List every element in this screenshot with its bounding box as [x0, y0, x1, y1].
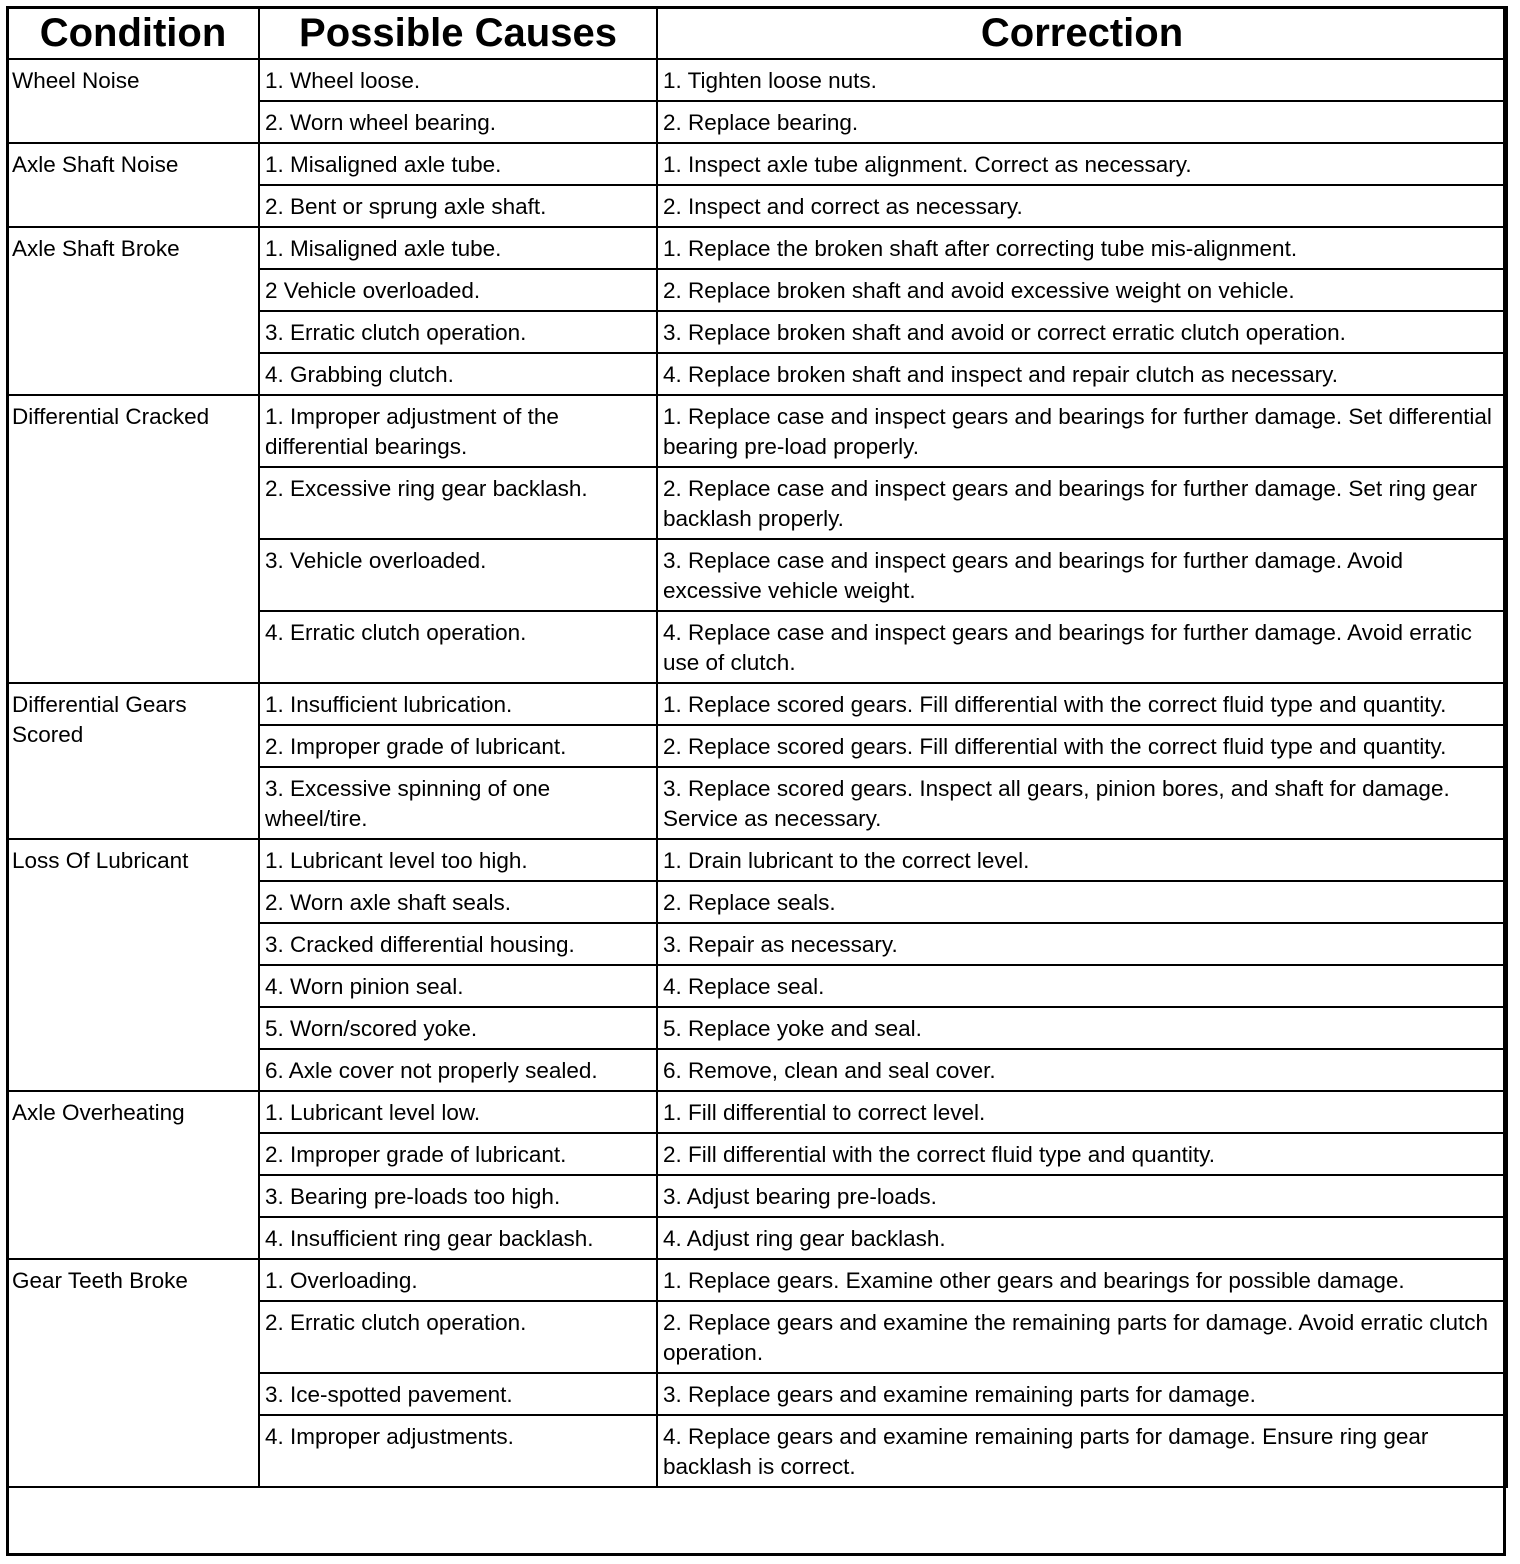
cause-cell: 3. Cracked differential housing. — [259, 923, 657, 965]
header-row — [7, 7, 1507, 59]
table-row — [7, 839, 1507, 881]
correction-cell: 1. Replace gears. Examine other gears and bearings for possible damage. — [657, 1259, 1507, 1301]
correction-cell: 2. Fill differential with the correct fluid type and quantity. — [657, 1133, 1507, 1175]
cause-cell: 4. Improper adjustments. — [259, 1415, 657, 1487]
condition-cell: Differential Gears Scored — [7, 683, 259, 839]
cause-cell: 1. Misaligned axle tube. — [259, 227, 657, 269]
header-correction: Correction — [657, 7, 1507, 59]
correction-cell: 1. Replace case and inspect gears and bearings for further damage. Set differential bearing pre-load properly. — [657, 395, 1507, 467]
correction-cell: 1. Drain lubricant to the correct level. — [657, 839, 1507, 881]
cause-cell: 2. Erratic clutch operation. — [259, 1301, 657, 1373]
cause-cell: 1. Lubricant level too high. — [259, 839, 657, 881]
condition-cell: Axle Shaft Broke — [7, 227, 259, 395]
cause-cell: 2. Bent or sprung axle shaft. — [259, 185, 657, 227]
correction-cell: 2. Replace broken shaft and avoid excessive weight on vehicle. — [657, 269, 1507, 311]
correction-cell: 3. Adjust bearing pre-loads. — [657, 1175, 1507, 1217]
correction-cell: 1. Tighten loose nuts. — [657, 59, 1507, 101]
table-body — [7, 59, 1507, 1487]
condition-cell: Gear Teeth Broke — [7, 1259, 259, 1487]
table-row — [7, 143, 1507, 185]
correction-cell: 4. Adjust ring gear backlash. — [657, 1217, 1507, 1259]
cause-cell: 1. Improper adjustment of the differential bearings. — [259, 395, 657, 467]
cause-cell: 3. Erratic clutch operation. — [259, 311, 657, 353]
correction-cell: 2. Replace scored gears. Fill differential with the correct fluid type and quantity. — [657, 725, 1507, 767]
correction-cell: 6. Remove, clean and seal cover. — [657, 1049, 1507, 1091]
cause-cell: 2. Excessive ring gear backlash. — [259, 467, 657, 539]
cause-cell: 1. Overloading. — [259, 1259, 657, 1301]
cause-cell: 4. Grabbing clutch. — [259, 353, 657, 395]
correction-cell: 3. Replace broken shaft and avoid or correct erratic clutch operation. — [657, 311, 1507, 353]
correction-cell: 1. Inspect axle tube alignment. Correct as necessary. — [657, 143, 1507, 185]
correction-cell: 2. Inspect and correct as necessary. — [657, 185, 1507, 227]
cause-cell: 3. Bearing pre-loads too high. — [259, 1175, 657, 1217]
condition-cell: Wheel Noise — [7, 59, 259, 143]
table-row — [7, 1091, 1507, 1133]
cause-cell: 3. Vehicle overloaded. — [259, 539, 657, 611]
correction-cell: 2. Replace bearing. — [657, 101, 1507, 143]
header-possible-causes: Possible Causes — [259, 7, 657, 59]
cause-cell: 2 Vehicle overloaded. — [259, 269, 657, 311]
condition-cell: Loss Of Lubricant — [7, 839, 259, 1091]
cause-cell: 1. Insufficient lubrication. — [259, 683, 657, 725]
condition-cell: Axle Overheating — [7, 1091, 259, 1259]
correction-cell: 4. Replace gears and examine remaining parts for damage. Ensure ring gear backlash is correct. — [657, 1415, 1507, 1487]
cause-cell: 2. Worn axle shaft seals. — [259, 881, 657, 923]
table-row — [7, 59, 1507, 101]
cause-cell: 4. Insufficient ring gear backlash. — [259, 1217, 657, 1259]
correction-cell: 2. Replace case and inspect gears and bearings for further damage. Set ring gear backlash properly. — [657, 467, 1507, 539]
correction-cell: 1. Fill differential to correct level. — [657, 1091, 1507, 1133]
cause-cell: 1. Lubricant level low. — [259, 1091, 657, 1133]
correction-cell: 1. Replace scored gears. Fill differential with the correct fluid type and quantity. — [657, 683, 1507, 725]
cause-cell: 2. Improper grade of lubricant. — [259, 1133, 657, 1175]
cause-cell: 5. Worn/scored yoke. — [259, 1007, 657, 1049]
condition-cell: Differential Cracked — [7, 395, 259, 683]
diagnosis-table-sheet — [6, 6, 1506, 1488]
correction-cell: 1. Replace the broken shaft after correcting tube mis-alignment. — [657, 227, 1507, 269]
table-row — [7, 1259, 1507, 1301]
cause-cell: 4. Worn pinion seal. — [259, 965, 657, 1007]
cause-cell: 2. Worn wheel bearing. — [259, 101, 657, 143]
correction-cell: 5. Replace yoke and seal. — [657, 1007, 1507, 1049]
header-condition: Condition — [7, 7, 259, 59]
correction-cell: 3. Replace scored gears. Inspect all gears, pinion bores, and shaft for damage. Service as necessary. — [657, 767, 1507, 839]
correction-cell: 2. Replace gears and examine the remaining parts for damage. Avoid erratic clutch operation. — [657, 1301, 1507, 1373]
diagnosis-table — [6, 6, 1508, 1488]
table-row — [7, 227, 1507, 269]
correction-cell: 3. Replace gears and examine remaining parts for damage. — [657, 1373, 1507, 1415]
cause-cell: 6. Axle cover not properly sealed. — [259, 1049, 657, 1091]
correction-cell: 3. Repair as necessary. — [657, 923, 1507, 965]
correction-cell: 4. Replace broken shaft and inspect and repair clutch as necessary. — [657, 353, 1507, 395]
correction-cell: 4. Replace seal. — [657, 965, 1507, 1007]
condition-cell: Axle Shaft Noise — [7, 143, 259, 227]
cause-cell: 4. Erratic clutch operation. — [259, 611, 657, 683]
cause-cell: 1. Wheel loose. — [259, 59, 657, 101]
correction-cell: 2. Replace seals. — [657, 881, 1507, 923]
cause-cell: 3. Ice-spotted pavement. — [259, 1373, 657, 1415]
cause-cell: 3. Excessive spinning of one wheel/tire. — [259, 767, 657, 839]
table-row — [7, 683, 1507, 725]
cause-cell: 1. Misaligned axle tube. — [259, 143, 657, 185]
cause-cell: 2. Improper grade of lubricant. — [259, 725, 657, 767]
correction-cell: 4. Replace case and inspect gears and bearings for further damage. Avoid erratic use of clutch. — [657, 611, 1507, 683]
table-row — [7, 395, 1507, 467]
correction-cell: 3. Replace case and inspect gears and bearings for further damage. Avoid excessive vehicle weight. — [657, 539, 1507, 611]
